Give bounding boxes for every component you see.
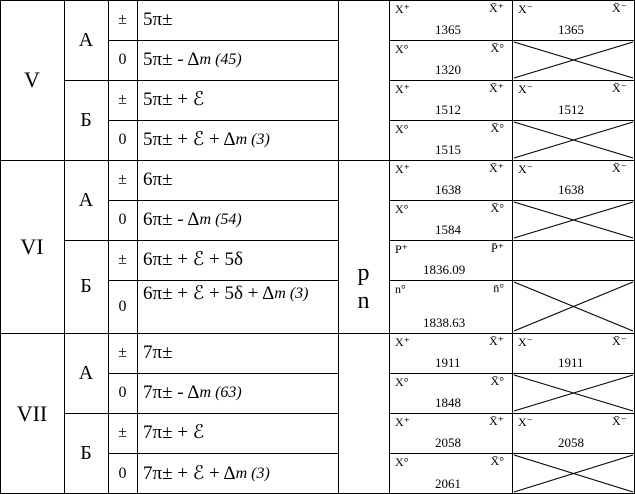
- particle-mass: 1320: [435, 62, 461, 77]
- grid-line: [0, 0, 635, 1]
- subgroup-label: А: [78, 188, 94, 211]
- antiparticle-symbol: X̄⁻: [612, 1, 627, 15]
- particle-cell: [389, 240, 512, 280]
- mass-defect: m (54): [199, 211, 242, 228]
- antiparticle-symbol: X̄⁺: [489, 81, 504, 95]
- particle-cell: [389, 373, 512, 413]
- mass-formula: [137, 160, 338, 200]
- particle-mass: 1584: [435, 222, 461, 237]
- particle-cell: [389, 40, 512, 80]
- antiparticle-symbol: X̄°: [490, 454, 504, 468]
- particle-symbol: X⁻: [518, 82, 533, 96]
- mass-formula: [137, 373, 338, 413]
- particle-symbol: X⁻: [518, 335, 533, 349]
- nucleon-label: [338, 240, 389, 333]
- grid-line: [389, 280, 635, 281]
- crossed-cell: [512, 280, 635, 333]
- particle-cell: [512, 160, 635, 200]
- grid-line: [108, 280, 338, 281]
- particle-symbol: X°: [395, 202, 409, 216]
- formula-text: 7π±: [143, 342, 173, 363]
- particle-symbol: X°: [395, 122, 409, 136]
- charge-sign: 0: [118, 297, 127, 315]
- particle-symbol: X⁺: [395, 162, 410, 176]
- antiparticle-symbol: X̄⁺: [489, 334, 504, 348]
- grid-line: [389, 240, 635, 241]
- grid-line: [64, 0, 65, 494]
- antiparticle-symbol: X̄°: [490, 374, 504, 388]
- antiparticle-symbol: X̄⁻: [612, 161, 627, 175]
- mass-defect: m (3): [235, 464, 270, 482]
- mass-formula: [137, 40, 338, 80]
- antiparticle-symbol: X̄°: [490, 201, 504, 215]
- particle-mass: 1848: [435, 395, 461, 410]
- group-label: V: [24, 67, 40, 92]
- antiparticle-symbol: X̄⁻: [612, 334, 627, 348]
- charge-sign: 0: [118, 131, 127, 148]
- particle-cell: [389, 160, 512, 200]
- particle-symbol: X⁻: [518, 2, 533, 16]
- particle-symbol: X⁻: [518, 162, 533, 176]
- particle-mass: 1911: [558, 355, 584, 370]
- mass-formula: [137, 200, 338, 240]
- mass-defect: m (45): [199, 51, 242, 68]
- particle-symbol: P⁺: [395, 242, 409, 256]
- charge-sign: ±: [118, 424, 127, 441]
- antiparticle-symbol: X̄⁻: [612, 414, 627, 428]
- particle-symbol: X°: [395, 375, 409, 389]
- grid-line: [389, 0, 390, 494]
- antiparticle-symbol: X̄⁺: [489, 1, 504, 15]
- neutron-symbol: n: [357, 287, 370, 314]
- crossed-cell: [512, 373, 635, 413]
- particle-mass: 1638: [435, 182, 461, 197]
- particle-mass: 1512: [435, 102, 461, 117]
- crossed-cell: [512, 40, 635, 80]
- charge-sign: ±: [118, 251, 127, 268]
- formula-text: 6π± + ℰ + 5δ: [143, 249, 243, 270]
- grid-line: [108, 200, 338, 201]
- formula-text: 7π± + ℰ + Δ: [143, 462, 236, 484]
- particle-cell: [512, 80, 635, 120]
- antiparticle-symbol: n̄°: [493, 281, 504, 295]
- grid-line: [389, 373, 635, 374]
- formula-text: 7π± + ℰ: [143, 422, 205, 443]
- subgroup-label: Б: [80, 442, 92, 464]
- grid-line: [64, 80, 338, 81]
- mass-defect: m (63): [199, 384, 242, 401]
- particle-symbol: X°: [395, 42, 409, 56]
- charge-sign: ±: [118, 344, 127, 361]
- particle-symbol: X⁺: [395, 2, 410, 16]
- grid-line: [389, 413, 635, 414]
- mass-formula: [137, 333, 338, 373]
- formula-text: 5π± + ℰ: [143, 89, 205, 110]
- crossed-cell: [512, 120, 635, 160]
- particle-cell: [389, 0, 512, 40]
- particle-cell: [512, 0, 635, 40]
- antiparticle-symbol: X̄°: [490, 41, 504, 55]
- particle-symbol: X°: [395, 455, 409, 469]
- mass-formula: [137, 120, 338, 160]
- particle-cell: [512, 413, 635, 453]
- grid-line: [0, 0, 1, 494]
- grid-line: [389, 200, 635, 201]
- crossed-cell: [512, 453, 635, 494]
- subgroup-label: А: [78, 361, 94, 384]
- particle-symbol: X⁺: [395, 82, 410, 96]
- charge-sign: ±: [118, 171, 127, 188]
- charge-sign: 0: [118, 211, 127, 228]
- particle-cell: [389, 120, 512, 160]
- particle-cell: [389, 200, 512, 240]
- particle-symbol: X⁺: [395, 415, 410, 429]
- particle-symbol: X⁺: [395, 335, 410, 349]
- particle-cell: [389, 453, 512, 494]
- particle-mass: 1365: [558, 22, 584, 37]
- grid-line: [64, 413, 338, 414]
- mass-formula: [137, 453, 338, 494]
- grid-line: [389, 120, 635, 121]
- grid-line: [389, 453, 635, 454]
- particle-cell: [389, 280, 512, 333]
- particle-mass: 1512: [558, 102, 584, 117]
- charge-sign: 0: [118, 384, 127, 401]
- group-label: VI: [20, 233, 44, 259]
- particle-mass: 1836.09: [423, 262, 466, 277]
- grid-line: [108, 120, 338, 121]
- formula-text: 6π±: [143, 169, 173, 190]
- particle-symbol: X⁻: [518, 415, 533, 429]
- grid-line: [108, 373, 338, 374]
- antiparticle-symbol: X̄⁻: [612, 81, 627, 95]
- grid-line: [389, 80, 635, 81]
- grid-line: [389, 160, 635, 161]
- mass-defect: m (3): [235, 131, 270, 148]
- particle-cell: [389, 413, 512, 453]
- grid-line: [389, 40, 635, 41]
- antiparticle-symbol: X̄⁺: [489, 414, 504, 428]
- grid-line: [512, 0, 513, 494]
- grid-line: [137, 0, 138, 494]
- mass-formula: [137, 413, 338, 453]
- particle-cell: [512, 333, 635, 373]
- formula-text: 6π± - Δ: [143, 209, 200, 230]
- antiparticle-symbol: P̄⁺: [490, 241, 504, 255]
- particle-mass: 2058: [435, 435, 461, 450]
- charge-sign: ±: [118, 11, 127, 28]
- formula-text: 5π±: [143, 9, 173, 30]
- mass-formula: [137, 80, 338, 120]
- particle-symbol: n°: [395, 282, 406, 296]
- charge-sign: 0: [118, 51, 127, 68]
- particle-mass: 1515: [435, 142, 461, 157]
- particle-mass: 2058: [558, 435, 584, 450]
- mass-formula: [137, 280, 338, 333]
- antiparticle-symbol: X̄°: [490, 121, 504, 135]
- grid-line: [108, 40, 338, 41]
- antiparticle-symbol: X̄⁺: [489, 161, 504, 175]
- group-label: VII: [16, 400, 48, 426]
- particle-mass: 1911: [435, 355, 461, 370]
- formula-text: 5π± + ℰ + Δ: [143, 129, 236, 150]
- grid-line: [64, 240, 338, 241]
- proton-symbol: p: [357, 259, 370, 286]
- mass-defect: m (3): [274, 285, 309, 302]
- particle-mass: 2061: [435, 476, 461, 491]
- grid-line: [108, 0, 109, 494]
- charge-sign: ±: [118, 91, 127, 108]
- formula-text: 5π± - Δ: [143, 49, 200, 70]
- grid-line: [389, 333, 635, 334]
- crossed-cell: [512, 200, 635, 240]
- particle-mass: 1838.63: [423, 315, 466, 330]
- grid-line: [338, 0, 339, 494]
- charge-sign: 0: [118, 464, 127, 482]
- particle-mass: 1365: [435, 22, 461, 37]
- particle-mass: 1638: [558, 182, 584, 197]
- mass-formula: [137, 240, 338, 280]
- subgroup-label: А: [78, 28, 94, 51]
- formula-text: 6π± + ℰ + 5δ + Δ: [143, 283, 275, 304]
- subgroup-label: Б: [80, 275, 92, 297]
- particle-cell: [389, 333, 512, 373]
- mass-formula: [137, 0, 338, 40]
- grid-line: [108, 453, 338, 454]
- subgroup-label: Б: [80, 108, 92, 131]
- formula-text: 7π± - Δ: [143, 382, 200, 403]
- particle-cell: [389, 80, 512, 120]
